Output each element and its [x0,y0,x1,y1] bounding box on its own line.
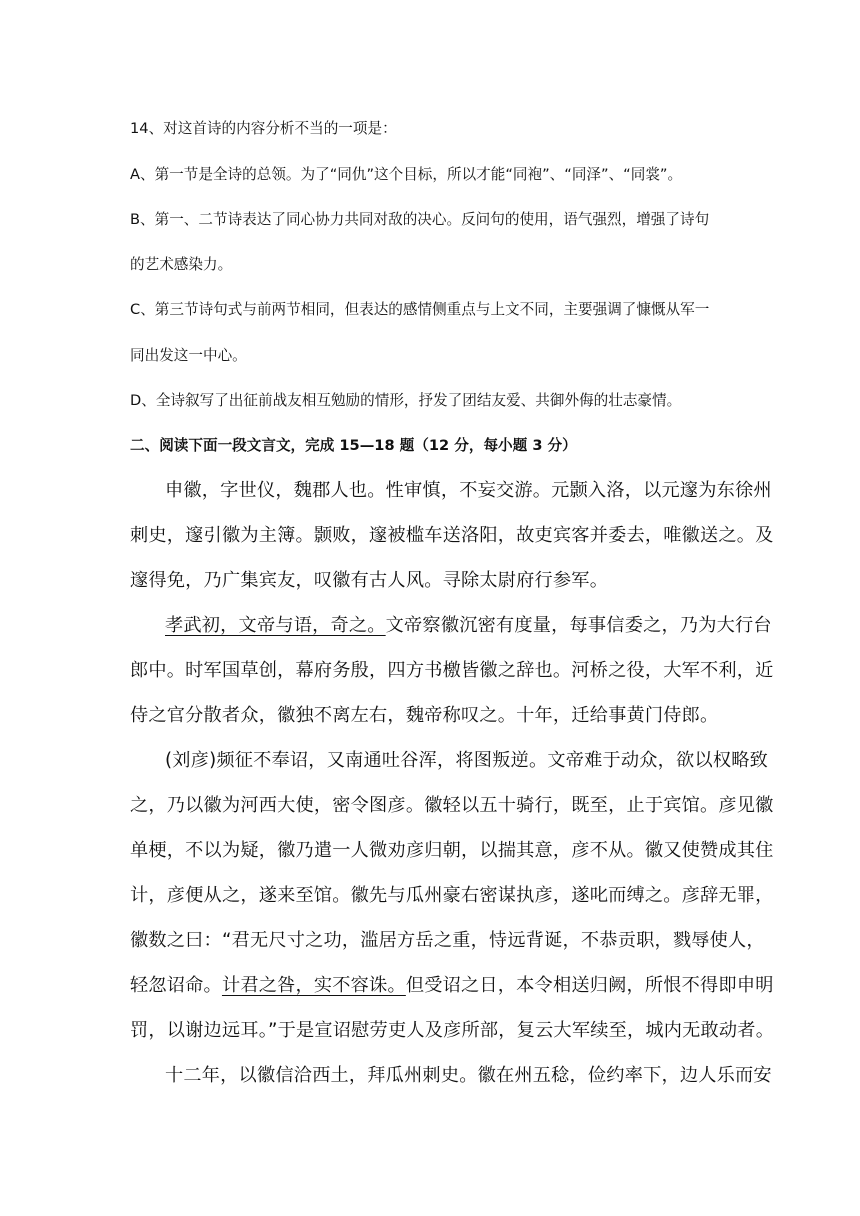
passage-p3-line-2: 之，乃以徽为河西大使，密令图彦。徽轻以五十骑行，既至，止于宾馆。彦见徽 [130,795,774,816]
passage-p2-line-1-rest: 文帝察徽沉密有度量，每事信委之，乃为大行台 [385,615,772,636]
passage-p3-line-6-rest: 但受诏之日，本令相送归阙，所恨不得即申明 [405,975,774,996]
passage-p1-line-1: 申徽，字世仪，魏郡人也。性审慎，不妄交游。元颢入洛，以元邃为东徐州 [165,480,772,501]
question-14-option-c-line-1: C、第三节诗句式与前两节相同，但表达的感情侧重点与上文不同，主要强调了慷慨从军一 [130,301,710,318]
underlined-sentence-2: 计君之咎，实不容诛。 [221,975,406,996]
passage-p1-line-3: 邃得免，乃广集宾友，叹徽有古人风。寻除太尉府行参军。 [130,570,609,591]
passage-p3-line-6 [130,971,774,997]
passage-p4-line-1: 十二年，以徽信洽西土，拜瓜州刺史。徽在州五稔，俭约率下，边人乐而安 [165,1065,772,1086]
passage-p3-line-5: 徽数之曰：“君无尺寸之功，滥居方岳之重，恃远背诞，不恭贡职，戮辱使人， [130,930,765,951]
section-2-heading: 二、阅读下面一段文言文，完成 15—18 题（12 分，每小题 3 分） [130,437,577,454]
passage-p3-line-1: (刘彦)频征不奉诏，又南通吐谷浑，将图叛逆。文帝难于动众，欲以权略致 [165,750,768,771]
passage-p3-line-3: 单梗，不以为疑，徽乃遣一人微劝彦归朝，以揣其意，彦不从。徽又使赞成其住 [130,840,774,861]
question-14-stem: 14、对这首诗的内容分析不当的一项是： [130,120,397,137]
question-14-option-d: D、全诗叙写了出征前战友相互勉励的情形，抒发了团结友爱、共御外侮的壮志豪情。 [130,392,682,409]
question-14-option-c-line-2: 同出发这一中心。 [130,347,247,364]
question-14-option-b-line-1: B、第一、二节诗表达了同心协力共同对敌的决心。反问句的使用，语气强烈，增强了诗句 [130,211,710,228]
passage-p3-line-4: 计，彦便从之，遂来至馆。徽先与瓜州豪右密谋执彦，遂叱而缚之。彦辞无罪， [130,885,774,906]
passage-p3-line-7: 罚，以谢边远耳。”于是宣诏慰劳吏人及彦所部，复云大军续至，城内无敢动者。 [130,1020,775,1041]
passage-p2-line-2: 郎中。时军国草创，幕府务殷，四方书檄皆徽之辞也。河桥之役，大军不利，近 [130,660,774,681]
passage-p3-line-6-start: 轻忽诏命。 [130,975,222,996]
underlined-sentence-1: 孝武初，文帝与语，奇之。 [165,615,386,636]
question-14-option-b-line-2: 的艺术感染力。 [130,256,233,273]
passage-p2-line-3: 侍之官分散者众，徽独不离左右，魏帝称叹之。十年，迁给事黄门侍郎。 [130,705,719,726]
question-14-option-a: A、第一节是全诗的总领。为了“同仇”这个目标，所以才能“同袍”、“同泽”、“同裳”。 [130,166,683,183]
passage-p2-line-1 [165,611,772,637]
passage-p1-line-2: 刺史，邃引徽为主簿。颢败，邃被槛车送洛阳，故吏宾客并委去，唯徽送之。及 [130,525,774,546]
